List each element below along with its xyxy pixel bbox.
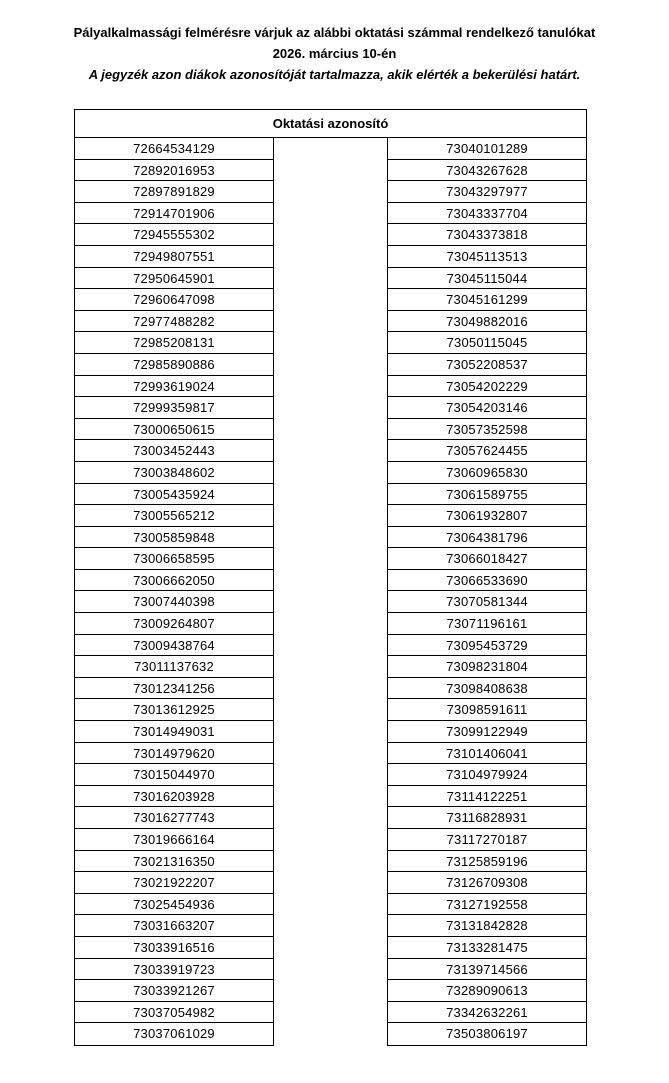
id-cell: 72892016953	[75, 160, 273, 182]
column-header: Oktatási azonosító	[74, 109, 587, 138]
id-cell: 72950645901	[75, 268, 273, 290]
id-cell: 72999359817	[75, 397, 273, 419]
id-cell: 73133281475	[388, 937, 586, 959]
id-cell: 73098591611	[388, 699, 586, 721]
id-cell: 73098408638	[388, 678, 586, 700]
id-cell: 73057624455	[388, 440, 586, 462]
id-cell: 73045113513	[388, 246, 586, 268]
id-cell: 73139714566	[388, 959, 586, 981]
id-cell: 73015044970	[75, 764, 273, 786]
id-cell: 73045115044	[388, 268, 586, 290]
id-cell: 73021922207	[75, 872, 273, 894]
id-cell: 73099122949	[388, 721, 586, 743]
id-cell: 72985208131	[75, 332, 273, 354]
id-cell: 73005565212	[75, 505, 273, 527]
id-cell: 73061932807	[388, 505, 586, 527]
id-cell: 73116828931	[388, 807, 586, 829]
id-cell: 73043373818	[388, 224, 586, 246]
id-cell: 73043337704	[388, 203, 586, 225]
id-cell: 73043267628	[388, 160, 586, 182]
id-cell: 73052208537	[388, 354, 586, 376]
id-cell: 73342632261	[388, 1002, 586, 1024]
id-cell: 73057352598	[388, 419, 586, 441]
id-cell: 73037054982	[75, 1002, 273, 1024]
header-title: Pályalkalmassági felmérésre várjuk az alábbi oktatási számmal rendelkező tanulókat	[73, 25, 596, 40]
id-cell: 72960647098	[75, 289, 273, 311]
id-cell: 73049882016	[388, 311, 586, 333]
id-cell: 73095453729	[388, 635, 586, 657]
id-cell: 73006658595	[75, 548, 273, 570]
header-date: 2026. március 10-én	[272, 46, 397, 61]
id-cell: 73045161299	[388, 289, 586, 311]
id-cell: 73060965830	[388, 462, 586, 484]
id-cell: 73033921267	[75, 980, 273, 1002]
id-cell: 73000650615	[75, 419, 273, 441]
left-id-column	[74, 138, 274, 1046]
id-cell: 72914701906	[75, 203, 273, 225]
id-cell: 73071196161	[388, 613, 586, 635]
id-cell: 73011137632	[75, 656, 273, 678]
id-cell: 73003452443	[75, 440, 273, 462]
id-cell: 72949807551	[75, 246, 273, 268]
id-cell: 73061589755	[388, 484, 586, 506]
id-cell: 73013612925	[75, 699, 273, 721]
id-cell: 73066533690	[388, 570, 586, 592]
id-cell: 73019666164	[75, 829, 273, 851]
id-cell: 73005435924	[75, 484, 273, 506]
id-cell: 73014949031	[75, 721, 273, 743]
id-cell: 73117270187	[388, 829, 586, 851]
id-cell: 73114122251	[388, 786, 586, 808]
id-cell: 73009438764	[75, 635, 273, 657]
id-cell: 73021316350	[75, 851, 273, 873]
id-cell: 73037061029	[133, 1026, 215, 1042]
id-cell: 73031663207	[75, 915, 273, 937]
id-cell: 73131842828	[388, 915, 586, 937]
document-header	[0, 22, 669, 85]
header-note: A jegyzék azon diákok azonosítóját tartalmazza, akik elérték a bekerülési határt.	[88, 67, 581, 82]
id-cell: 72664534129	[75, 138, 273, 160]
id-cell: 72977488282	[75, 311, 273, 333]
id-cell: 73016203928	[75, 786, 273, 808]
id-cell: 73054202229	[388, 376, 586, 398]
id-cell: 73125859196	[388, 851, 586, 873]
id-cell: 72897891829	[75, 181, 273, 203]
id-cell: 73066018427	[388, 548, 586, 570]
id-cell: 73033919723	[75, 959, 273, 981]
id-cell: 72945555302	[75, 224, 273, 246]
id-cell: 73126709308	[388, 872, 586, 894]
id-cell: 73101406041	[388, 743, 586, 765]
id-cell: 73006662050	[75, 570, 273, 592]
id-cell: 73503806197	[446, 1026, 528, 1042]
id-cell: 73012341256	[75, 678, 273, 700]
id-cell: 73054203146	[388, 397, 586, 419]
id-cell: 73064381796	[388, 527, 586, 549]
id-cell: 73016277743	[75, 807, 273, 829]
id-cell: 73043297977	[388, 181, 586, 203]
id-cell: 72985890886	[75, 354, 273, 376]
id-cell: 73050115045	[388, 332, 586, 354]
id-cell: 72993619024	[75, 376, 273, 398]
id-cell: 73098231804	[388, 656, 586, 678]
id-cell: 73127192558	[388, 894, 586, 916]
id-cell: 73104979924	[388, 764, 586, 786]
id-cell: 73007440398	[75, 591, 273, 613]
id-cell: 73009264807	[75, 613, 273, 635]
id-cell: 73025454936	[75, 894, 273, 916]
id-cell: 73014979620	[75, 743, 273, 765]
id-cell: 73070581344	[388, 591, 586, 613]
right-id-column	[387, 138, 587, 1046]
id-cell: 73289090613	[388, 980, 586, 1002]
id-cell: 73005859848	[75, 527, 273, 549]
id-cell: 73003848602	[75, 462, 273, 484]
id-table	[74, 109, 587, 1049]
id-cell: 73040101289	[388, 138, 586, 160]
id-columns	[74, 138, 587, 1049]
id-cell: 73033916516	[75, 937, 273, 959]
